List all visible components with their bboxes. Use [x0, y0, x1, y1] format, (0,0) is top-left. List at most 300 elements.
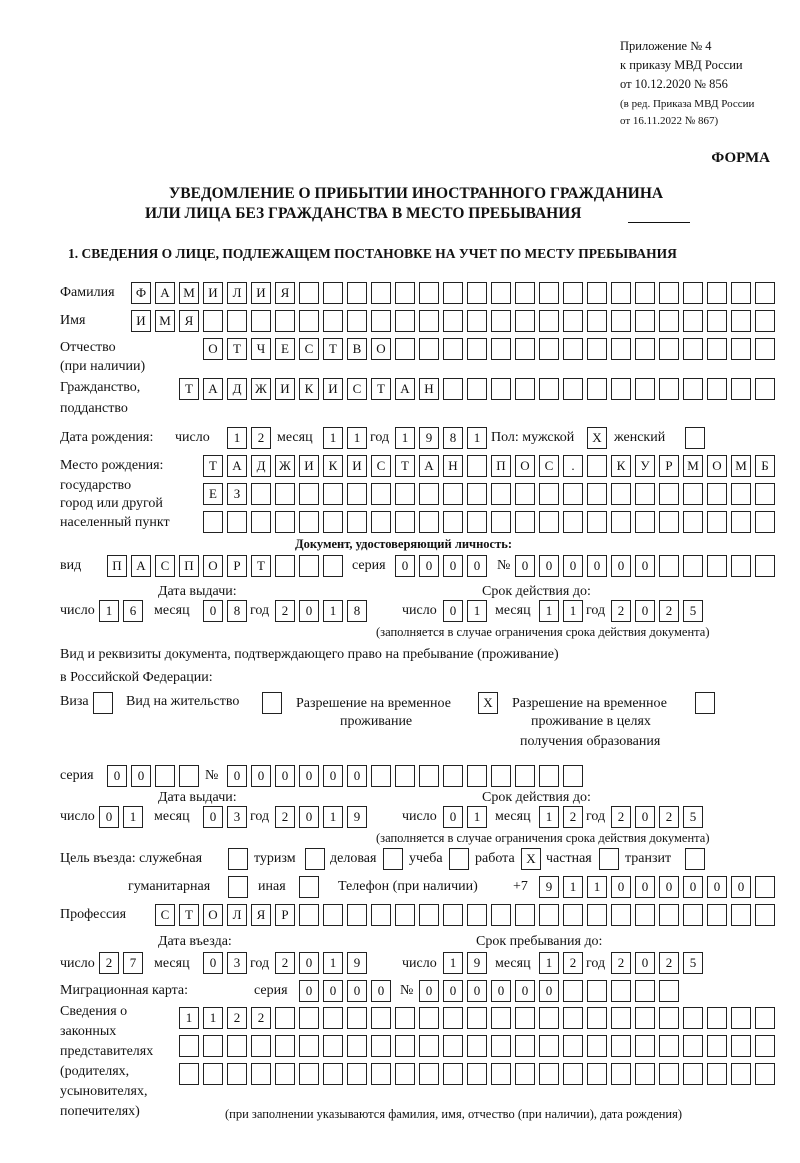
char-cell[interactable] — [395, 1007, 415, 1029]
char-cell[interactable] — [227, 511, 247, 533]
char-cell[interactable]: 2 — [659, 600, 679, 622]
char-cell[interactable]: 3 — [227, 806, 247, 828]
char-cell[interactable] — [635, 1007, 655, 1029]
checkbox[interactable] — [228, 848, 248, 870]
char-cell[interactable] — [539, 338, 559, 360]
char-cell[interactable] — [515, 1035, 535, 1057]
char-cell[interactable] — [419, 511, 439, 533]
char-cell[interactable]: 0 — [347, 765, 367, 787]
char-cell[interactable]: И — [131, 310, 151, 332]
char-cell[interactable]: Е — [275, 338, 295, 360]
char-cell[interactable] — [323, 511, 343, 533]
char-cell[interactable] — [443, 282, 463, 304]
char-cell[interactable] — [587, 1063, 607, 1085]
char-cell[interactable] — [371, 1063, 391, 1085]
char-cell[interactable]: 1 — [323, 952, 343, 974]
char-cell[interactable] — [323, 1035, 343, 1057]
char-cell[interactable]: И — [323, 378, 343, 400]
char-cell[interactable] — [659, 511, 679, 533]
char-cell[interactable]: 8 — [227, 600, 247, 622]
char-cell[interactable]: 0 — [323, 765, 343, 787]
char-cell[interactable] — [707, 338, 727, 360]
char-cell[interactable] — [443, 483, 463, 505]
char-cell[interactable]: 9 — [419, 427, 439, 449]
char-cell[interactable]: К — [611, 455, 631, 477]
char-cell[interactable] — [467, 282, 487, 304]
char-cell[interactable] — [707, 555, 727, 577]
char-cell[interactable] — [323, 904, 343, 926]
char-cell[interactable]: Я — [275, 282, 295, 304]
char-cell[interactable] — [659, 338, 679, 360]
char-cell[interactable] — [707, 511, 727, 533]
char-cell[interactable]: 2 — [611, 952, 631, 974]
char-cell[interactable] — [611, 310, 631, 332]
char-cell[interactable] — [755, 555, 775, 577]
char-cell[interactable] — [491, 765, 511, 787]
char-cell[interactable] — [539, 310, 559, 332]
char-cell[interactable]: Ж — [275, 455, 295, 477]
char-cell[interactable] — [635, 1035, 655, 1057]
char-cell[interactable]: И — [203, 282, 223, 304]
char-cell[interactable]: О — [515, 455, 535, 477]
char-cell[interactable]: 0 — [395, 555, 415, 577]
char-cell[interactable] — [731, 378, 751, 400]
char-cell[interactable]: 1 — [179, 1007, 199, 1029]
char-cell[interactable] — [347, 1007, 367, 1029]
char-cell[interactable]: 0 — [707, 876, 727, 898]
char-cell[interactable]: 1 — [539, 952, 559, 974]
char-cell[interactable]: 0 — [491, 980, 511, 1002]
char-cell[interactable]: 0 — [299, 765, 319, 787]
char-cell[interactable] — [563, 1007, 583, 1029]
char-cell[interactable] — [155, 765, 175, 787]
char-cell[interactable]: А — [227, 455, 247, 477]
char-cell[interactable]: И — [347, 455, 367, 477]
char-cell[interactable]: М — [731, 455, 751, 477]
char-cell[interactable]: 1 — [539, 600, 559, 622]
char-cell[interactable]: А — [203, 378, 223, 400]
char-cell[interactable]: 6 — [123, 600, 143, 622]
char-cell[interactable] — [491, 282, 511, 304]
char-cell[interactable] — [467, 310, 487, 332]
char-cell[interactable]: Д — [251, 455, 271, 477]
char-cell[interactable] — [683, 378, 703, 400]
char-cell[interactable] — [539, 1063, 559, 1085]
char-cell[interactable]: Ч — [251, 338, 271, 360]
char-cell[interactable] — [563, 282, 583, 304]
char-cell[interactable] — [707, 1035, 727, 1057]
char-cell[interactable] — [443, 904, 463, 926]
char-cell[interactable] — [395, 904, 415, 926]
char-cell[interactable] — [467, 511, 487, 533]
char-cell[interactable]: 1 — [323, 427, 343, 449]
char-cell[interactable] — [371, 282, 391, 304]
char-cell[interactable] — [491, 1007, 511, 1029]
char-cell[interactable] — [515, 1063, 535, 1085]
char-cell[interactable] — [227, 1063, 247, 1085]
char-cell[interactable] — [683, 1007, 703, 1029]
char-cell[interactable] — [707, 310, 727, 332]
char-cell[interactable] — [683, 483, 703, 505]
char-cell[interactable]: 1 — [99, 600, 119, 622]
char-cell[interactable]: С — [155, 904, 175, 926]
char-cell[interactable] — [395, 1063, 415, 1085]
char-cell[interactable]: М — [155, 310, 175, 332]
char-cell[interactable] — [203, 1035, 223, 1057]
char-cell[interactable] — [419, 765, 439, 787]
char-cell[interactable]: С — [155, 555, 175, 577]
char-cell[interactable] — [515, 483, 535, 505]
char-cell[interactable] — [755, 904, 775, 926]
char-cell[interactable]: 1 — [539, 806, 559, 828]
char-cell[interactable] — [515, 338, 535, 360]
char-cell[interactable]: С — [371, 455, 391, 477]
char-cell[interactable]: 2 — [563, 952, 583, 974]
char-cell[interactable] — [395, 282, 415, 304]
char-cell[interactable]: 0 — [659, 876, 679, 898]
char-cell[interactable] — [395, 765, 415, 787]
char-cell[interactable]: 1 — [563, 600, 583, 622]
char-cell[interactable] — [587, 904, 607, 926]
char-cell[interactable] — [635, 378, 655, 400]
char-cell[interactable] — [587, 1035, 607, 1057]
char-cell[interactable] — [539, 1007, 559, 1029]
char-cell[interactable]: 2 — [227, 1007, 247, 1029]
char-cell[interactable]: 1 — [347, 427, 367, 449]
char-cell[interactable] — [419, 310, 439, 332]
char-cell[interactable] — [371, 511, 391, 533]
char-cell[interactable]: 0 — [563, 555, 583, 577]
char-cell[interactable]: 1 — [323, 806, 343, 828]
char-cell[interactable]: 0 — [635, 952, 655, 974]
char-cell[interactable] — [467, 765, 487, 787]
char-cell[interactable] — [539, 483, 559, 505]
char-cell[interactable] — [251, 483, 271, 505]
char-cell[interactable]: А — [395, 378, 415, 400]
char-cell[interactable]: 0 — [635, 876, 655, 898]
char-cell[interactable]: 0 — [443, 555, 463, 577]
char-cell[interactable] — [467, 378, 487, 400]
char-cell[interactable]: 0 — [515, 555, 535, 577]
char-cell[interactable] — [299, 1035, 319, 1057]
char-cell[interactable] — [587, 310, 607, 332]
char-cell[interactable]: 8 — [443, 427, 463, 449]
checkbox[interactable] — [685, 848, 705, 870]
char-cell[interactable] — [275, 483, 295, 505]
char-cell[interactable] — [683, 310, 703, 332]
char-cell[interactable] — [755, 1035, 775, 1057]
char-cell[interactable] — [659, 555, 679, 577]
char-cell[interactable] — [491, 310, 511, 332]
char-cell[interactable]: Л — [227, 282, 247, 304]
char-cell[interactable]: 9 — [347, 806, 367, 828]
char-cell[interactable] — [683, 555, 703, 577]
char-cell[interactable]: 0 — [539, 555, 559, 577]
char-cell[interactable] — [539, 378, 559, 400]
char-cell[interactable] — [347, 904, 367, 926]
char-cell[interactable] — [419, 483, 439, 505]
char-cell[interactable] — [683, 511, 703, 533]
char-cell[interactable]: 0 — [275, 765, 295, 787]
char-cell[interactable] — [323, 555, 343, 577]
char-cell[interactable]: 2 — [611, 806, 631, 828]
char-cell[interactable] — [467, 904, 487, 926]
char-cell[interactable] — [611, 980, 631, 1002]
char-cell[interactable] — [563, 1035, 583, 1057]
char-cell[interactable] — [587, 483, 607, 505]
char-cell[interactable]: 0 — [299, 600, 319, 622]
char-cell[interactable]: 1 — [203, 1007, 223, 1029]
char-cell[interactable] — [635, 980, 655, 1002]
char-cell[interactable]: 2 — [659, 806, 679, 828]
char-cell[interactable]: 0 — [683, 876, 703, 898]
char-cell[interactable]: 8 — [347, 600, 367, 622]
char-cell[interactable] — [515, 511, 535, 533]
char-cell[interactable] — [659, 282, 679, 304]
char-cell[interactable]: Т — [179, 904, 199, 926]
char-cell[interactable]: 5 — [683, 600, 703, 622]
char-cell[interactable]: 2 — [275, 806, 295, 828]
char-cell[interactable] — [635, 904, 655, 926]
char-cell[interactable] — [467, 338, 487, 360]
char-cell[interactable]: К — [299, 378, 319, 400]
char-cell[interactable]: 0 — [467, 555, 487, 577]
char-cell[interactable]: Т — [323, 338, 343, 360]
char-cell[interactable]: С — [347, 378, 367, 400]
char-cell[interactable] — [299, 904, 319, 926]
char-cell[interactable] — [251, 1035, 271, 1057]
char-cell[interactable] — [563, 483, 583, 505]
char-cell[interactable]: 1 — [467, 806, 487, 828]
char-cell[interactable] — [395, 1035, 415, 1057]
char-cell[interactable]: . — [563, 455, 583, 477]
char-cell[interactable]: 0 — [347, 980, 367, 1002]
char-cell[interactable] — [467, 1007, 487, 1029]
checkbox[interactable] — [93, 692, 113, 714]
char-cell[interactable] — [491, 338, 511, 360]
char-cell[interactable] — [491, 904, 511, 926]
char-cell[interactable] — [611, 282, 631, 304]
char-cell[interactable]: С — [539, 455, 559, 477]
char-cell[interactable] — [683, 1035, 703, 1057]
char-cell[interactable] — [707, 378, 727, 400]
char-cell[interactable] — [683, 904, 703, 926]
char-cell[interactable] — [755, 1063, 775, 1085]
char-cell[interactable]: 0 — [203, 806, 223, 828]
char-cell[interactable] — [299, 1063, 319, 1085]
char-cell[interactable] — [731, 555, 751, 577]
char-cell[interactable]: Т — [251, 555, 271, 577]
char-cell[interactable] — [443, 310, 463, 332]
char-cell[interactable] — [419, 282, 439, 304]
checkbox[interactable] — [685, 427, 705, 449]
checkbox[interactable]: X — [521, 848, 541, 870]
char-cell[interactable]: 0 — [419, 555, 439, 577]
char-cell[interactable] — [539, 511, 559, 533]
checkbox[interactable] — [299, 876, 319, 898]
char-cell[interactable]: 5 — [683, 806, 703, 828]
char-cell[interactable]: И — [251, 282, 271, 304]
char-cell[interactable]: 0 — [251, 765, 271, 787]
char-cell[interactable] — [563, 511, 583, 533]
char-cell[interactable] — [539, 904, 559, 926]
char-cell[interactable]: 1 — [443, 952, 463, 974]
char-cell[interactable] — [683, 1063, 703, 1085]
char-cell[interactable] — [731, 1007, 751, 1029]
checkbox[interactable] — [262, 692, 282, 714]
char-cell[interactable]: 0 — [203, 600, 223, 622]
char-cell[interactable] — [443, 511, 463, 533]
char-cell[interactable] — [563, 378, 583, 400]
char-cell[interactable] — [539, 765, 559, 787]
char-cell[interactable] — [275, 555, 295, 577]
char-cell[interactable]: А — [155, 282, 175, 304]
char-cell[interactable]: 0 — [299, 952, 319, 974]
char-cell[interactable]: 2 — [251, 427, 271, 449]
char-cell[interactable]: 9 — [347, 952, 367, 974]
char-cell[interactable] — [395, 338, 415, 360]
char-cell[interactable]: 0 — [443, 600, 463, 622]
char-cell[interactable] — [683, 338, 703, 360]
checkbox[interactable] — [449, 848, 469, 870]
char-cell[interactable] — [443, 1063, 463, 1085]
char-cell[interactable] — [731, 1063, 751, 1085]
char-cell[interactable] — [443, 1035, 463, 1057]
char-cell[interactable] — [443, 1007, 463, 1029]
char-cell[interactable]: 0 — [419, 980, 439, 1002]
char-cell[interactable] — [539, 282, 559, 304]
char-cell[interactable] — [707, 282, 727, 304]
char-cell[interactable] — [587, 1007, 607, 1029]
char-cell[interactable] — [251, 1063, 271, 1085]
char-cell[interactable] — [467, 1035, 487, 1057]
char-cell[interactable]: Е — [203, 483, 223, 505]
char-cell[interactable] — [467, 483, 487, 505]
char-cell[interactable] — [563, 765, 583, 787]
char-cell[interactable]: Т — [179, 378, 199, 400]
char-cell[interactable] — [419, 1063, 439, 1085]
char-cell[interactable]: 2 — [659, 952, 679, 974]
char-cell[interactable] — [299, 483, 319, 505]
char-cell[interactable] — [419, 904, 439, 926]
char-cell[interactable] — [275, 310, 295, 332]
char-cell[interactable]: Т — [227, 338, 247, 360]
char-cell[interactable] — [539, 1035, 559, 1057]
char-cell[interactable]: О — [707, 455, 727, 477]
char-cell[interactable]: 0 — [539, 980, 559, 1002]
char-cell[interactable] — [323, 1007, 343, 1029]
char-cell[interactable] — [227, 310, 247, 332]
char-cell[interactable] — [395, 511, 415, 533]
char-cell[interactable]: Т — [395, 455, 415, 477]
char-cell[interactable] — [755, 338, 775, 360]
char-cell[interactable] — [731, 483, 751, 505]
char-cell[interactable] — [611, 338, 631, 360]
char-cell[interactable] — [755, 378, 775, 400]
char-cell[interactable]: 0 — [131, 765, 151, 787]
char-cell[interactable] — [731, 310, 751, 332]
char-cell[interactable]: Р — [227, 555, 247, 577]
char-cell[interactable] — [371, 1007, 391, 1029]
char-cell[interactable] — [467, 455, 487, 477]
char-cell[interactable] — [515, 282, 535, 304]
char-cell[interactable] — [611, 1007, 631, 1029]
char-cell[interactable] — [371, 483, 391, 505]
char-cell[interactable]: О — [203, 338, 223, 360]
char-cell[interactable] — [491, 378, 511, 400]
char-cell[interactable] — [731, 1035, 751, 1057]
char-cell[interactable] — [611, 1063, 631, 1085]
char-cell[interactable] — [587, 338, 607, 360]
char-cell[interactable] — [347, 1063, 367, 1085]
char-cell[interactable] — [635, 310, 655, 332]
checkbox[interactable]: X — [587, 427, 607, 449]
char-cell[interactable]: 0 — [99, 806, 119, 828]
char-cell[interactable]: 0 — [467, 980, 487, 1002]
char-cell[interactable] — [371, 1035, 391, 1057]
char-cell[interactable] — [275, 1007, 295, 1029]
char-cell[interactable] — [419, 338, 439, 360]
char-cell[interactable]: 1 — [587, 876, 607, 898]
char-cell[interactable] — [635, 338, 655, 360]
char-cell[interactable]: 0 — [443, 806, 463, 828]
char-cell[interactable]: 0 — [203, 952, 223, 974]
char-cell[interactable] — [587, 511, 607, 533]
char-cell[interactable] — [299, 282, 319, 304]
char-cell[interactable]: 0 — [515, 980, 535, 1002]
checkbox[interactable] — [383, 848, 403, 870]
checkbox[interactable] — [228, 876, 248, 898]
char-cell[interactable] — [371, 904, 391, 926]
char-cell[interactable]: 0 — [443, 980, 463, 1002]
char-cell[interactable]: 1 — [467, 600, 487, 622]
char-cell[interactable] — [323, 1063, 343, 1085]
char-cell[interactable] — [635, 483, 655, 505]
char-cell[interactable]: В — [347, 338, 367, 360]
char-cell[interactable] — [515, 378, 535, 400]
checkbox[interactable] — [599, 848, 619, 870]
char-cell[interactable] — [563, 1063, 583, 1085]
char-cell[interactable] — [275, 511, 295, 533]
char-cell[interactable] — [443, 765, 463, 787]
char-cell[interactable]: 0 — [227, 765, 247, 787]
char-cell[interactable]: Д — [227, 378, 247, 400]
char-cell[interactable] — [755, 282, 775, 304]
char-cell[interactable] — [323, 483, 343, 505]
char-cell[interactable]: 0 — [371, 980, 391, 1002]
char-cell[interactable]: 5 — [683, 952, 703, 974]
char-cell[interactable] — [683, 282, 703, 304]
char-cell[interactable]: И — [275, 378, 295, 400]
char-cell[interactable] — [419, 1035, 439, 1057]
char-cell[interactable] — [443, 378, 463, 400]
char-cell[interactable]: И — [299, 455, 319, 477]
char-cell[interactable] — [707, 904, 727, 926]
char-cell[interactable] — [563, 310, 583, 332]
char-cell[interactable]: 0 — [299, 806, 319, 828]
char-cell[interactable] — [659, 1035, 679, 1057]
char-cell[interactable]: 1 — [323, 600, 343, 622]
char-cell[interactable] — [659, 904, 679, 926]
char-cell[interactable] — [659, 378, 679, 400]
char-cell[interactable]: Б — [755, 455, 775, 477]
char-cell[interactable]: 0 — [611, 876, 631, 898]
char-cell[interactable]: 1 — [395, 427, 415, 449]
char-cell[interactable] — [611, 378, 631, 400]
char-cell[interactable] — [371, 765, 391, 787]
char-cell[interactable]: 0 — [107, 765, 127, 787]
char-cell[interactable]: 2 — [275, 600, 295, 622]
